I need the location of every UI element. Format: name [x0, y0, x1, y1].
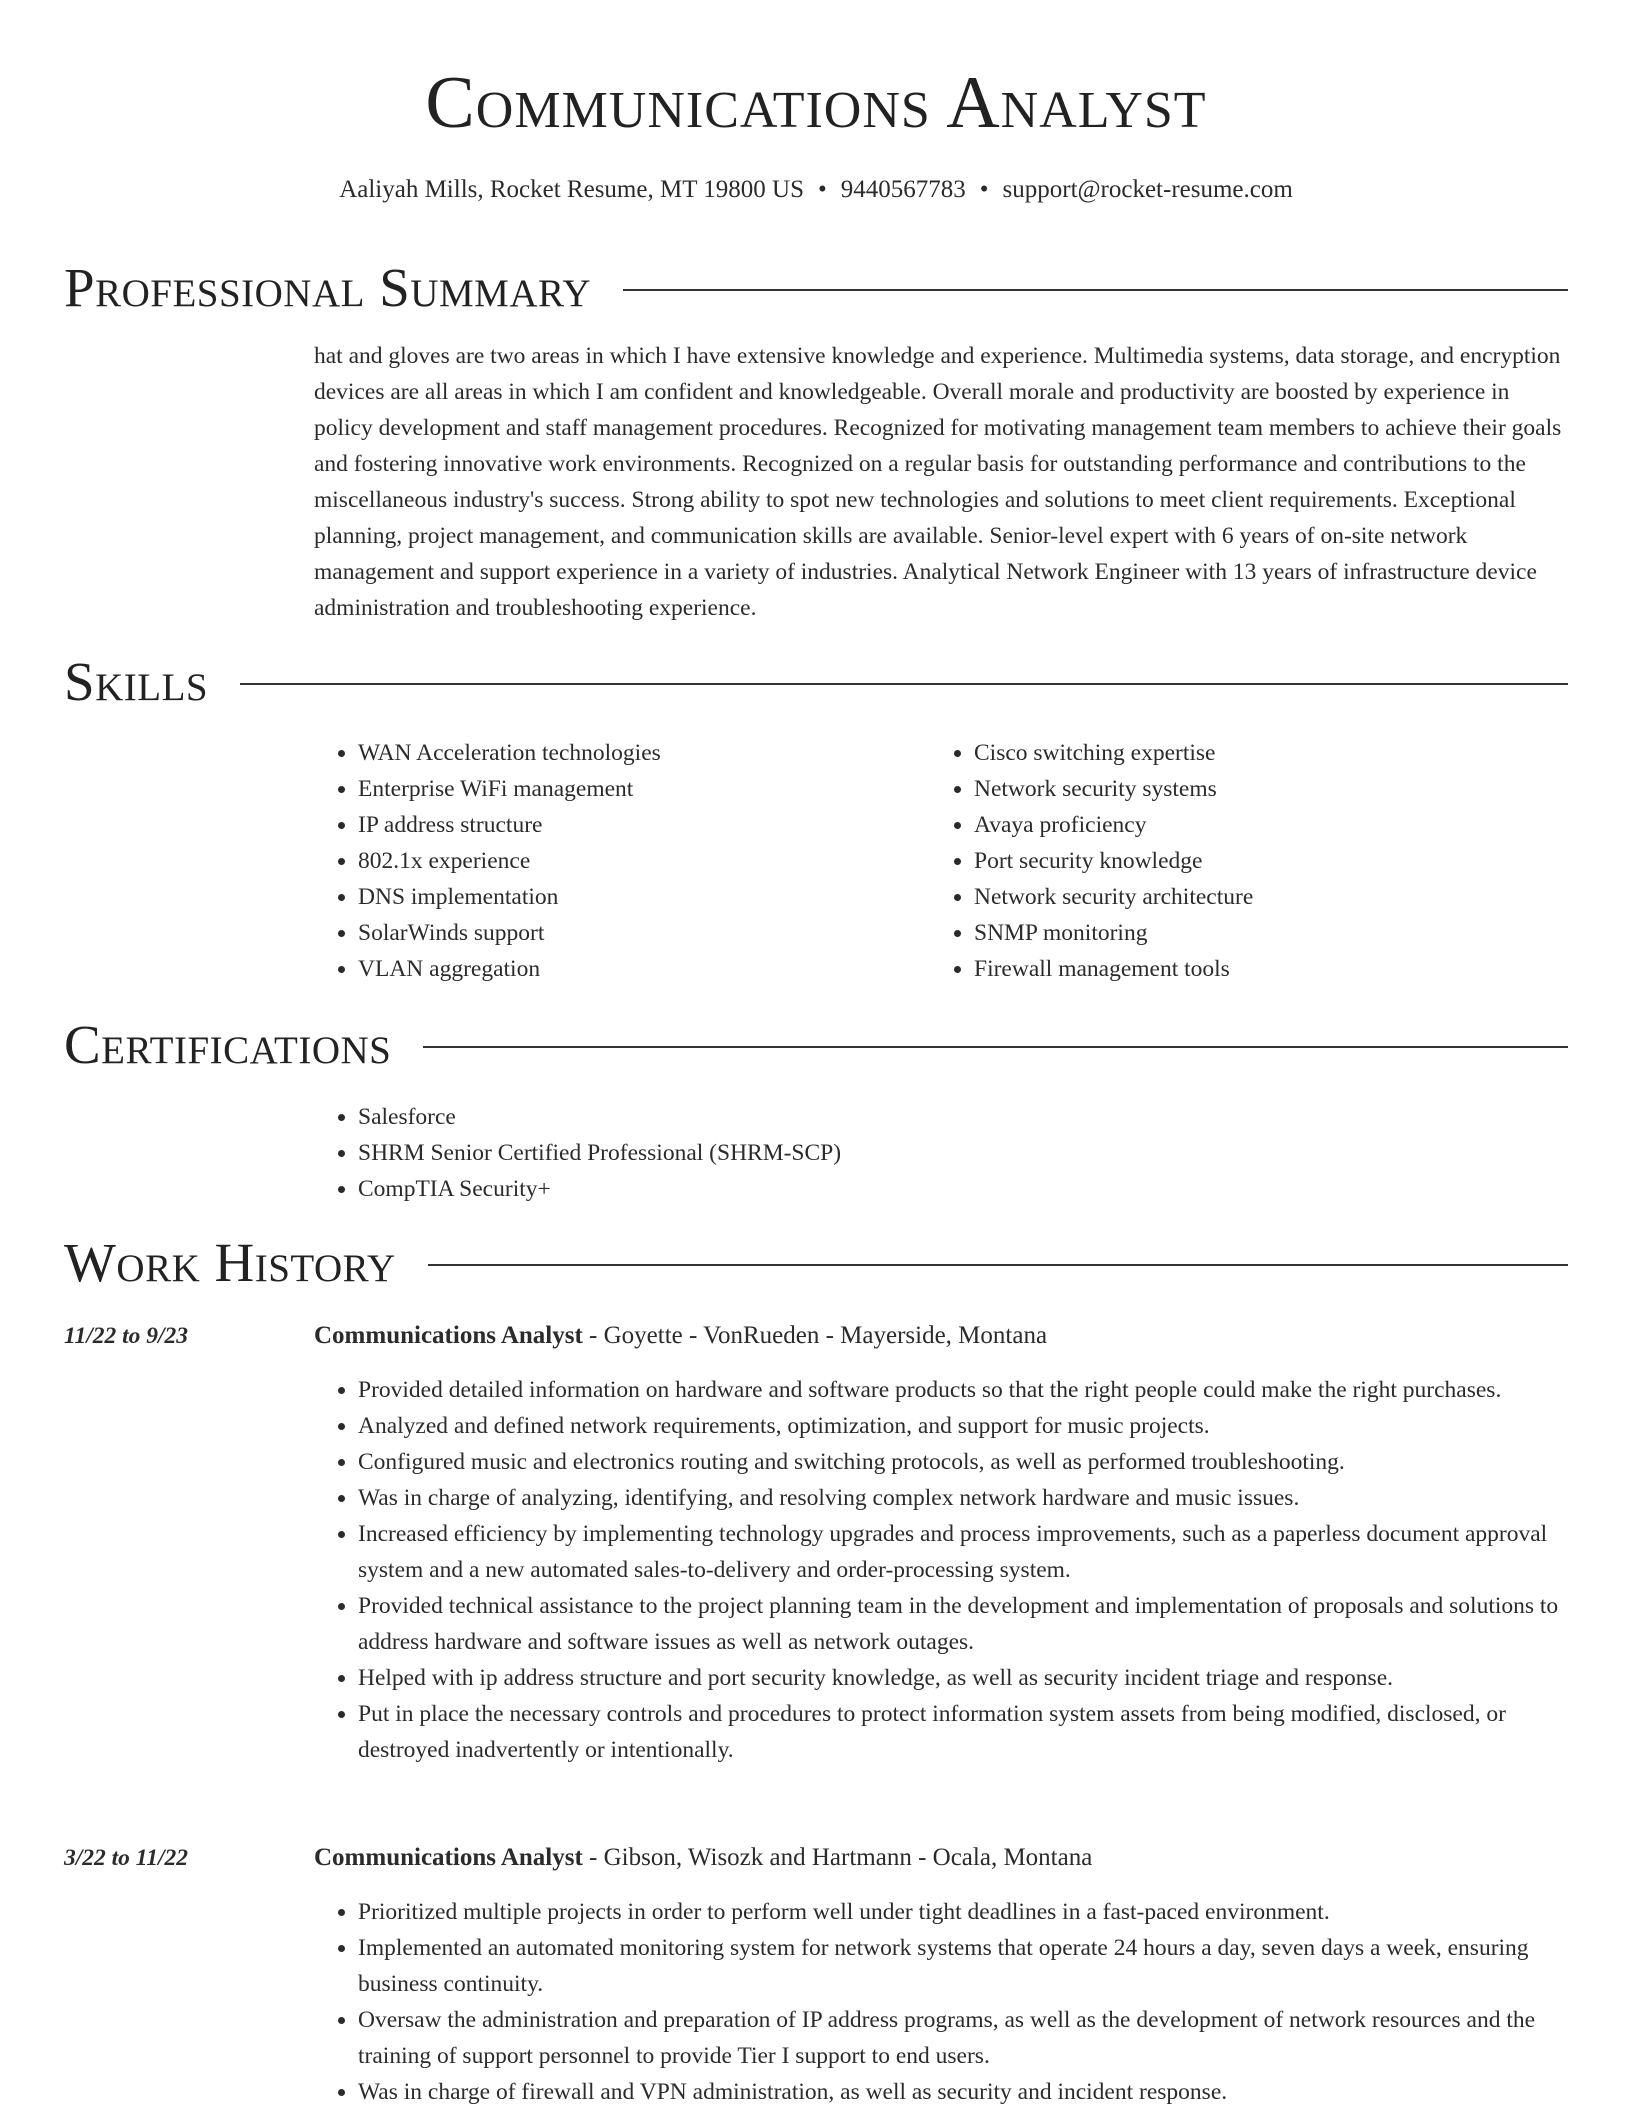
section-divider	[623, 289, 1568, 291]
job-bullet: • Analyzed and defined network requirements, optimization, and support for music projects.	[358, 1408, 1570, 1444]
job-bullet: • Provided technical assistance to the project planning team in the development and implementation of proposals and solutions to address hardware and software issues as well as network outages.	[358, 1588, 1570, 1660]
skill-item: • Port security knowledge	[974, 843, 1490, 879]
skill-item: • Network security systems	[974, 771, 1490, 807]
certification-item: • CompTIA Security+	[358, 1171, 1314, 1207]
skills-section-heading	[64, 650, 1568, 714]
job-bullet: • Helped with ip address structure and port security knowledge, as well as security incident triage and response.	[358, 1660, 1570, 1696]
skills-list-right	[930, 735, 1490, 987]
job-dates: 3/22 to 11/22	[64, 1845, 189, 1871]
certifications-bullets	[314, 1099, 1314, 1207]
job-employer-location: - Gibson, Wisozk and Hartmann - Ocala, Montana	[582, 1844, 1093, 1871]
skill-item: • Firewall management tools	[974, 951, 1490, 987]
job-bullet: • Configured music and electronics routing and switching protocols, as well as performed troubleshooting.	[358, 1444, 1570, 1480]
job-bullet: • Increased efficiency by implementing technology upgrades and process improvements, such as a paperless document approval system and a new automated sales-to-delivery and order-processing system.	[358, 1516, 1570, 1588]
resume-title: Communications Analyst	[425, 62, 1207, 144]
skill-item: • Avaya proficiency	[974, 807, 1490, 843]
contact-line	[0, 174, 1632, 206]
summary-heading: Professional Summary	[64, 257, 592, 318]
job-dates: 11/22 to 9/23	[64, 1323, 189, 1349]
contact-phone: 9440567783	[840, 176, 966, 203]
skill-item: • DNS implementation	[358, 879, 874, 915]
job-bullet: • Was in charge of analyzing, identifying, and resolving complex network hardware and music issues.	[358, 1480, 1570, 1516]
skill-item: • SNMP monitoring	[974, 915, 1490, 951]
job-employer-location: - Goyette - VonRueden - Mayerside, Montana	[582, 1322, 1048, 1349]
skill-item: • VLAN aggregation	[358, 951, 874, 987]
skills-heading: Skills	[64, 651, 209, 712]
job-bullets-list	[314, 1372, 1570, 1768]
job-heading	[314, 1840, 1568, 1876]
contact-separator: •	[979, 176, 989, 203]
skill-item: • Network security architecture	[974, 879, 1490, 915]
job-bullet: • Implemented an automated monitoring system for network systems that operate 24 hours a day, seven days a week, ensuring business continuity.	[358, 1930, 1570, 2002]
job-bullets	[314, 1894, 1570, 2110]
skill-item: • WAN Acceleration technologies	[358, 735, 874, 771]
skill-item: • IP address structure	[358, 807, 874, 843]
contact-address: Aaliyah Mills, Rocket Resume, MT 19800 US	[339, 176, 804, 203]
work-history-section-heading	[64, 1231, 1568, 1295]
work-history-heading: Work History	[64, 1232, 396, 1293]
certification-item: • SHRM Senior Certified Professional (SHRM-SCP)	[358, 1135, 1314, 1171]
summary-section-heading	[64, 256, 1568, 320]
contact-separator: •	[817, 176, 827, 203]
certifications-section-heading	[64, 1013, 1568, 1077]
section-divider	[428, 1264, 1568, 1266]
job-bullet: • Put in place the necessary controls and procedures to protect information system assets from being modified, disclosed, or destroyed inadvertently or intentionally.	[358, 1696, 1570, 1768]
job-heading	[314, 1318, 1568, 1354]
skills-list-left	[314, 735, 874, 987]
certifications-list	[314, 1099, 1314, 1207]
skill-item: • Cisco switching expertise	[974, 735, 1490, 771]
skills-column-left	[314, 735, 874, 987]
certifications-heading: Certifications	[64, 1014, 392, 1075]
job-bullet: • Oversaw the administration and preparation of IP address programs, as well as the development of network resources and the training of support personnel to provide Tier I support to end users.	[358, 2002, 1570, 2074]
job-title: Communications Analyst	[314, 1844, 583, 1871]
job-bullets	[314, 1372, 1570, 1768]
skills-column-right	[930, 735, 1490, 987]
job-bullet: • Prioritized multiple projects in order to perform well under tight deadlines in a fast-paced environment.	[358, 1894, 1570, 1930]
job-bullets-list	[314, 1894, 1570, 2110]
job-bullet: • Was in charge of firewall and VPN administration, as well as security and incident response.	[358, 2074, 1570, 2110]
summary-text: hat and gloves are two areas in which I have extensive knowledge and experience. Multimedia systems, data storage, and encryption devices are all areas in which I am confident and knowledgeable. Overall morale and productivity are boosted by experience in policy development and staff management procedures. Recognized for motivating management team members to achieve their goals and fostering innovative work environments. Recognized on a regular basis for outstanding performance and contributions to the miscellaneous industry's success. Strong ability to spot new technologies and solutions to meet client requirements. Exceptional planning, project management, and communication skills are available. Senior-level expert with 6 years of on-site network management and support experience in a variety of industries. Analytical Network Engineer with 13 years of infrastructure device administration and troubleshooting experience.	[314, 343, 1562, 621]
contact-email: support@rocket-resume.com	[1002, 176, 1293, 203]
section-divider	[423, 1046, 1568, 1048]
job-title: Communications Analyst	[314, 1322, 583, 1349]
skill-item: • 802.1x experience	[358, 843, 874, 879]
section-divider	[240, 683, 1568, 685]
certification-item: • Salesforce	[358, 1099, 1314, 1135]
skill-item: • SolarWinds support	[358, 915, 874, 951]
job-bullet: • Provided detailed information on hardware and software products so that the right people could make the right purchases.	[358, 1372, 1570, 1408]
skill-item: • Enterprise WiFi management	[358, 771, 874, 807]
